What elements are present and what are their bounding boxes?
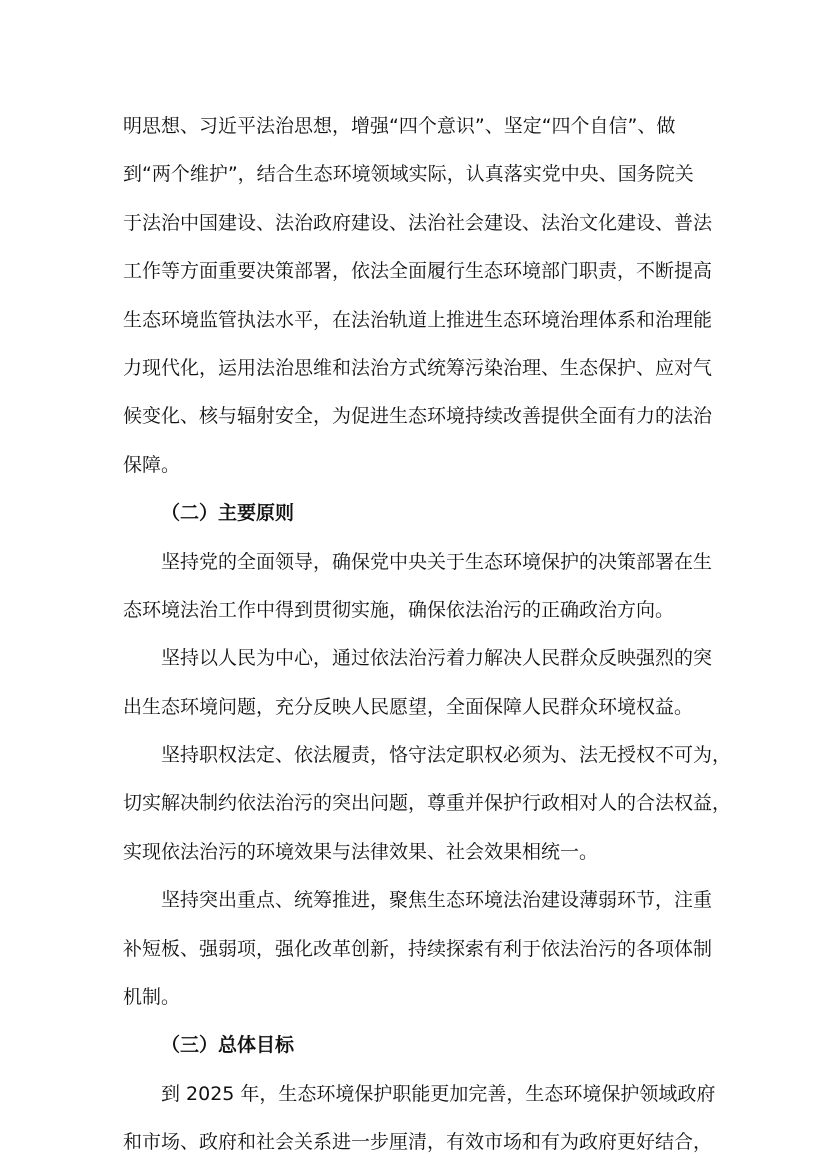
text-line: 机制。 xyxy=(123,986,181,1009)
paragraph-principle-key-priorities xyxy=(123,876,713,1021)
text-line: 坚持突出重点、统筹推进，聚焦生态环境法治建设薄弱环节，注重 xyxy=(161,889,713,912)
paragraph-goals-2025 xyxy=(123,1070,716,1167)
text-line: 坚持党的全面领导，确保党中央关于生态环境保护的决策部署在生 xyxy=(161,550,713,573)
section-heading-principles: （二）主要原则 xyxy=(161,502,295,525)
text-line: 实现依法治污的环境效果与法律效果、社会效果相统一。 xyxy=(123,840,599,863)
text-line: 到“两个维护”，结合生态环境领域实际，认真落实党中央、国务院关 xyxy=(123,163,694,186)
text-line: 补短板、强弱项，强化改革创新，持续探索有利于依法治污的各项体制 xyxy=(123,937,713,960)
paragraph-guiding-thought xyxy=(123,102,713,489)
text-line: 和市场、政府和社会关系进一步厘清，有效市场和有为政府更好结合， xyxy=(123,1131,713,1154)
paragraph-principle-people-centered xyxy=(123,634,713,731)
text-line: 力现代化，运用法治思维和法治方式统筹污染治理、生态保护、应对气 xyxy=(123,356,713,379)
text-line: 坚持以人民为中心，通过依法治污着力解决人民群众反映强烈的突 xyxy=(161,647,713,670)
text-line: 工作等方面重要决策部署，依法全面履行生态环境部门职责，不断提高 xyxy=(123,260,713,283)
text-line: 坚持职权法定、依法履责，恪守法定职权必须为、法无授权不可为， xyxy=(161,744,732,767)
text-line: 出生态环境问题，充分反映人民愿望，全面保障人民群众环境权益。 xyxy=(123,695,694,718)
text-line: 于法治中国建设、法治政府建设、法治社会建设、法治文化建设、普法 xyxy=(123,211,713,234)
text-line: 保障。 xyxy=(123,453,181,476)
text-line: 明思想、习近平法治思想，增强“四个意识”、坚定“四个自信”、做 xyxy=(123,115,676,137)
section-heading-overall-goals: （三）总体目标 xyxy=(161,1034,295,1057)
text-line: 到 2025 年，生态环境保护职能更加完善，生态环境保护领域政府 xyxy=(161,1082,716,1105)
text-line: 切实解决制约依法治污的突出问题，尊重并保护行政相对人的合法权益， xyxy=(123,792,732,815)
document-body xyxy=(123,102,732,1167)
paragraph-principle-party-leadership xyxy=(123,538,713,635)
text-line: 候变化、核与辐射安全，为促进生态环境持续改善提供全面有力的法治 xyxy=(123,405,713,428)
paragraph-principle-statutory-duties xyxy=(123,731,732,876)
text-line: 生态环境监管执法水平，在法治轨道上推进生态环境治理体系和治理能 xyxy=(123,308,713,331)
text-line: 态环境法治工作中得到贯彻实施，确保依法治污的正确政治方向。 xyxy=(123,598,675,621)
